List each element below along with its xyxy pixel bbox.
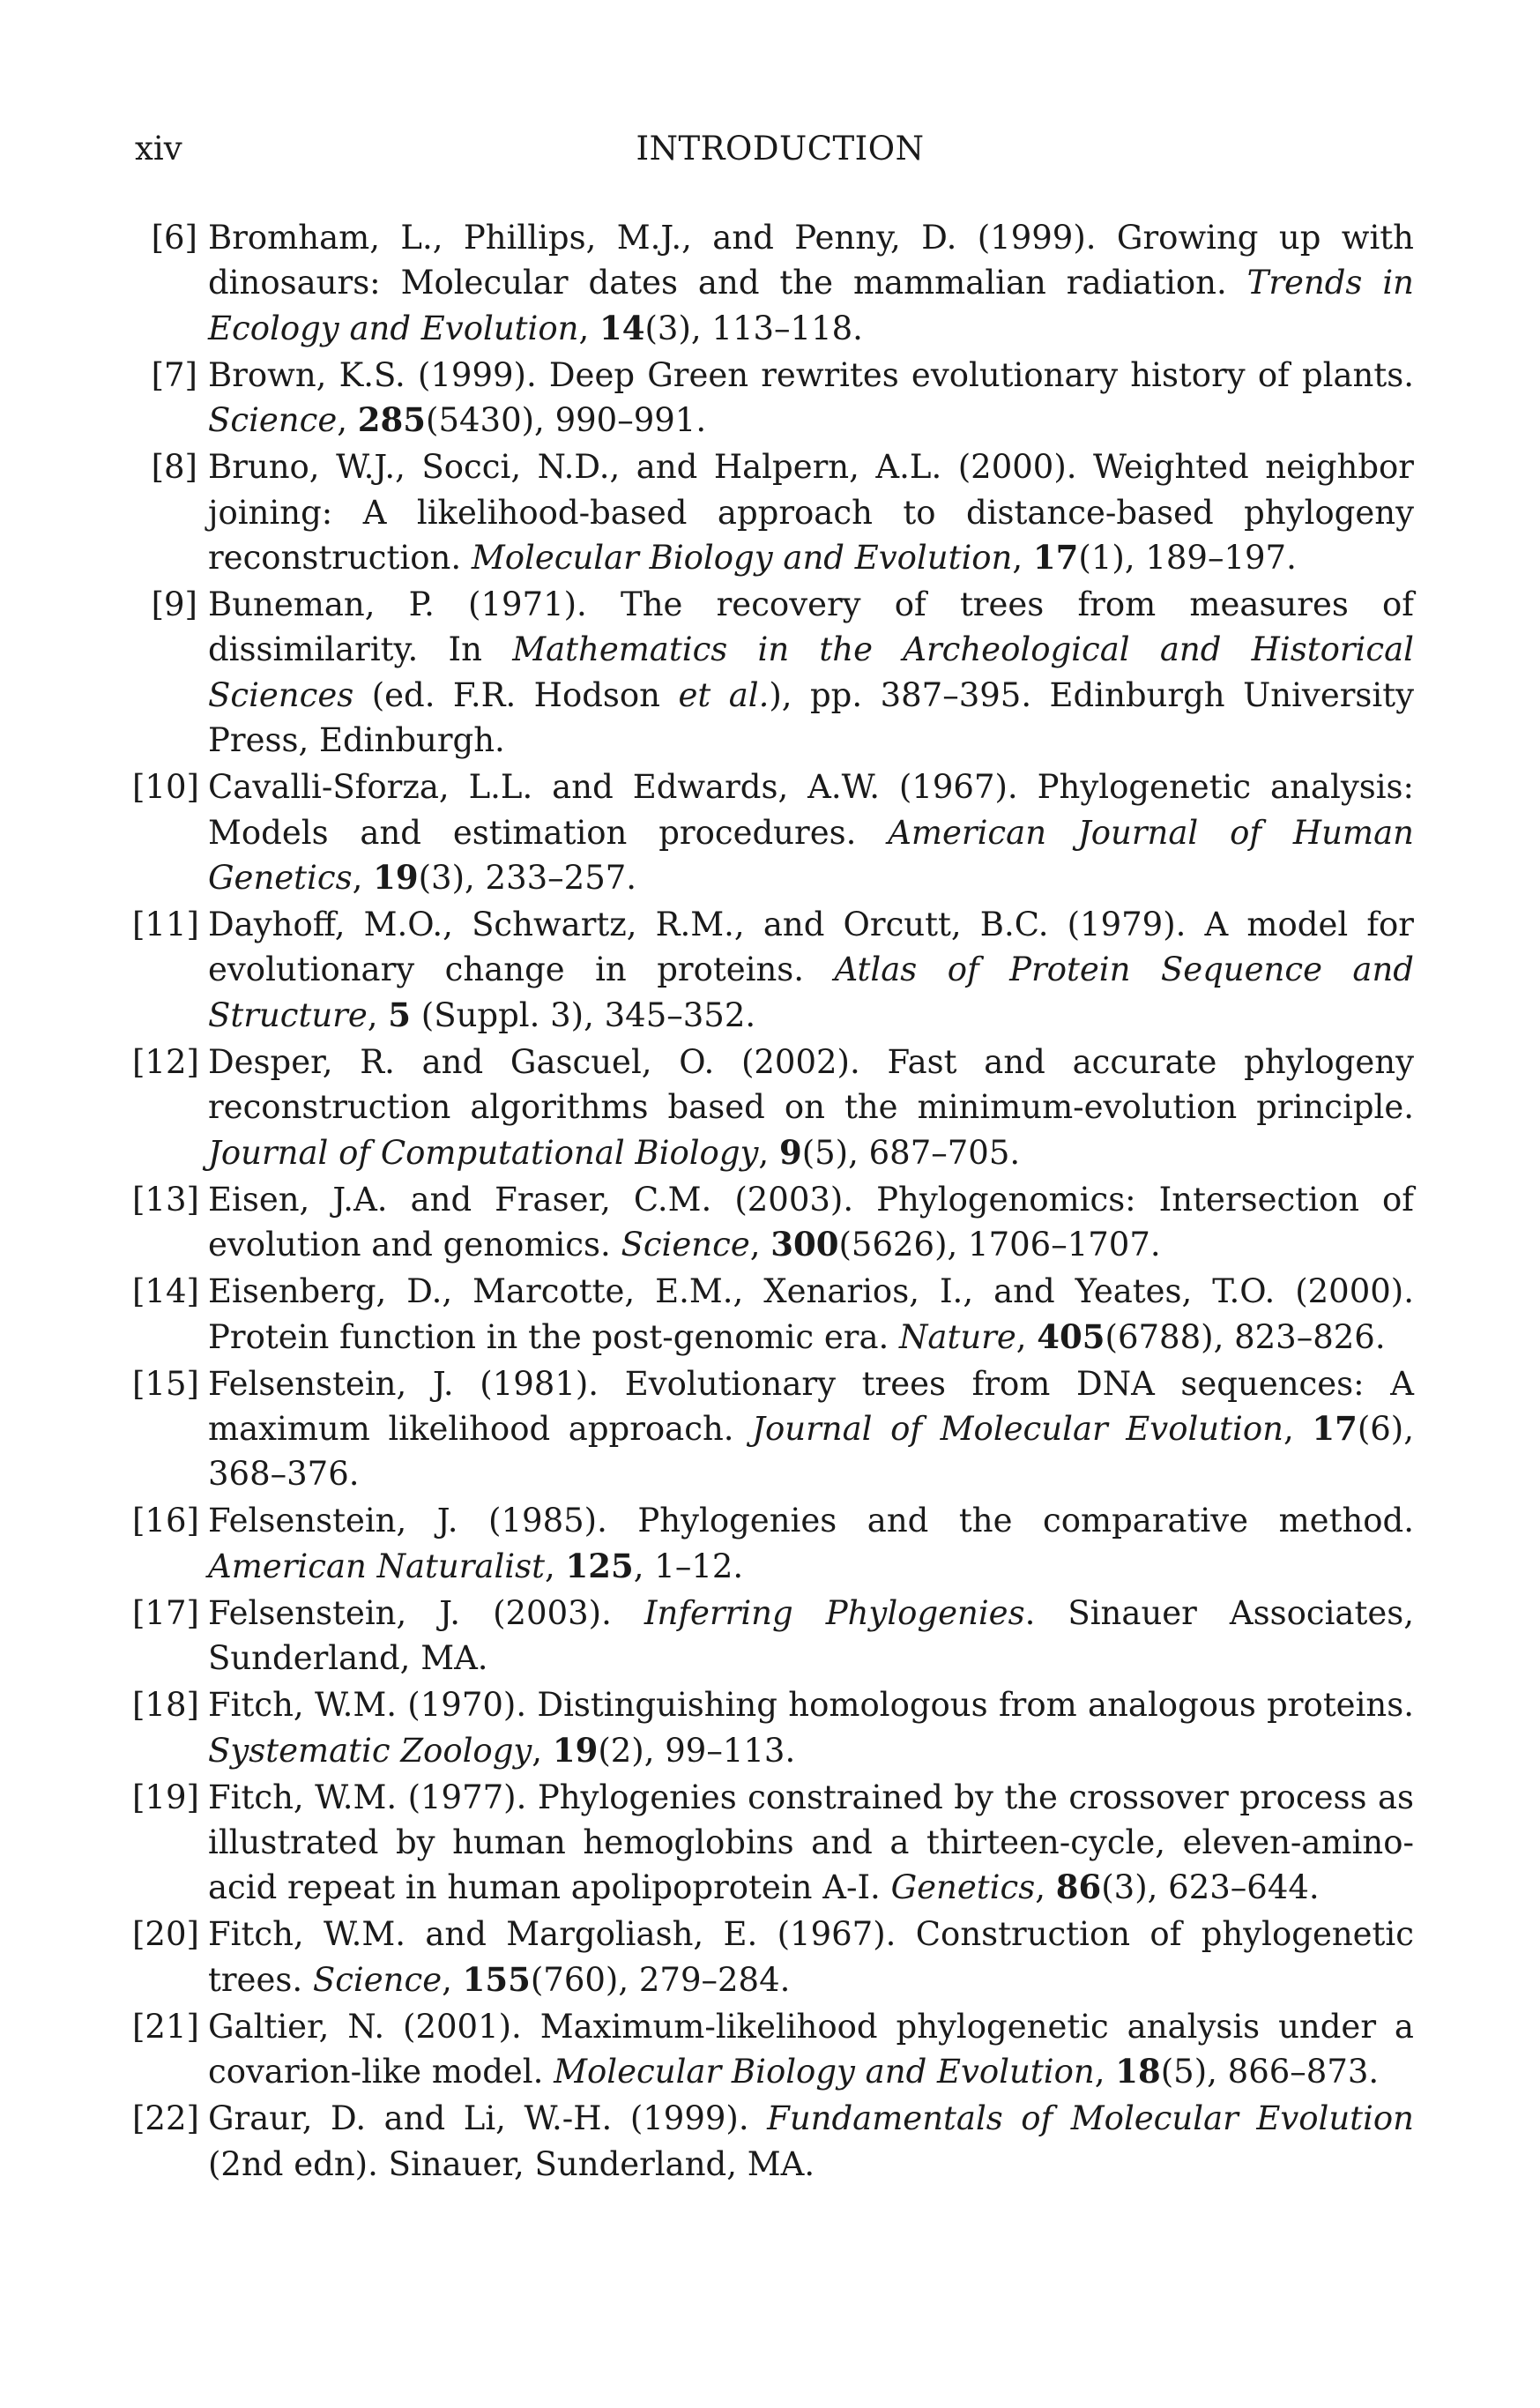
reference-item	[132, 1912, 1414, 2002]
reference-authors-title: Buneman, P. (1971). The recovery of trees from measures of dissimilarity. In	[208, 585, 1414, 669]
reference-number: [7]	[151, 355, 197, 394]
reference-item	[132, 582, 1414, 764]
reference-number: [11]	[132, 906, 199, 944]
reference-venue: Genetics	[890, 1868, 1036, 1907]
reference-volume: 14	[599, 308, 645, 347]
reference-volume: 17	[1032, 538, 1079, 578]
reference-number: [20]	[132, 1915, 199, 1954]
reference-item	[132, 1682, 1414, 1773]
reference-text	[208, 1682, 1414, 1773]
reference-item	[132, 1269, 1414, 1360]
reference-text	[208, 444, 1414, 580]
reference-separator: ,	[545, 1547, 566, 1585]
reference-pages: (2), 99–113.	[598, 1731, 796, 1770]
reference-volume: 17	[1312, 1408, 1358, 1448]
reference-pages: (760), 279–284.	[530, 1960, 791, 1999]
reference-text	[208, 902, 1414, 1038]
reference-volume: 285	[357, 400, 427, 440]
running-head	[132, 127, 1428, 171]
reference-pages: (6), 368–376.	[208, 1409, 1414, 1494]
reference-pages: , 1–12.	[633, 1547, 744, 1585]
reference-item	[132, 1775, 1414, 1911]
reference-separator: ,	[758, 1133, 779, 1172]
reference-authors-title: Eisen, J.A. and Fraser, C.M. (2003). Phylogenomics: Intersection of evolution and genomics.	[208, 1180, 1414, 1264]
reference-volume: 18	[1115, 2052, 1161, 2091]
reference-separator: ,	[532, 1731, 553, 1770]
reference-venue: Science	[208, 401, 338, 440]
reference-separator: (ed. F.R. Hodson	[353, 675, 679, 714]
reference-venue: Inferring Phylogenies	[644, 1593, 1025, 1632]
reference-list	[132, 215, 1414, 2188]
reference-venue: Fundamentals of Molecular Evolution	[767, 2099, 1414, 2138]
reference-item	[132, 764, 1414, 900]
reference-volume: 155	[462, 1959, 531, 1999]
reference-separator: ,	[1012, 539, 1033, 578]
reference-authors-title: Brown, K.S. (1999). Deep Green rewrites evolutionary history of plants.	[208, 355, 1414, 394]
reference-authors-title: Felsenstein, J. (1985). Phylogenies and the comparative method.	[208, 1502, 1414, 1540]
reference-number: [22]	[132, 2099, 199, 2138]
reference-venue: Science	[312, 1960, 443, 1999]
reference-volume: 5	[388, 995, 412, 1034]
reference-pages: (5430), 990–991.	[426, 401, 707, 440]
reference-authors-title: Desper, R. and Gascuel, O. (2002). Fast and accurate phylogeny reconstruction algorithms based on the minimum-evolution principle.	[208, 1042, 1414, 1127]
reference-separator: ,	[442, 1960, 463, 1999]
reference-item	[132, 215, 1414, 351]
reference-number: [10]	[132, 768, 199, 807]
reference-authors-title: Felsenstein, J. (2003).	[208, 1593, 644, 1632]
reference-authors-title: Eisenberg, D., Marcotte, E.M., Xenarios, I., and Yeates, T.O. (2000). Protein function in the post-genomic era.	[208, 1272, 1414, 1356]
running-title: INTRODUCTION	[636, 130, 925, 168]
reference-number: [16]	[132, 1502, 199, 1540]
reference-item	[132, 353, 1414, 444]
reference-authors-title: Felsenstein, J. (1981). Evolutionary trees from DNA sequences: A maximum likelihood approach.	[208, 1364, 1414, 1448]
reference-text	[208, 764, 1414, 900]
reference-authors-title: Graur, D. and Li, W.-H. (1999).	[208, 2099, 768, 2138]
reference-authors-title: Fitch, W.M. (1970). Distinguishing homologous from analogous proteins.	[208, 1686, 1414, 1725]
reference-text	[208, 1912, 1414, 2002]
reference-volume: 19	[373, 858, 419, 898]
reference-publisher: . Sinauer Associates, Sunderland, MA.	[208, 1593, 1414, 1678]
reference-text	[208, 1498, 1414, 1589]
reference-volume: 19	[552, 1730, 599, 1770]
reference-item	[132, 2096, 1414, 2187]
reference-pages: (6788), 823–826.	[1105, 1317, 1386, 1356]
reference-text	[208, 353, 1414, 444]
reference-separator: ,	[367, 995, 389, 1034]
reference-venue: Journal of Computational Biology	[208, 1133, 759, 1172]
reference-number: [12]	[132, 1042, 199, 1081]
reference-item	[132, 444, 1414, 580]
reference-authors-title: Fitch, W.M. and Margoliash, E. (1967). Construction of phylogenetic trees.	[208, 1915, 1414, 1999]
reference-volume: 405	[1037, 1316, 1105, 1356]
reference-number: [13]	[132, 1180, 199, 1219]
reference-venue: American Naturalist	[208, 1547, 545, 1585]
reference-item	[132, 1361, 1414, 1497]
reference-pages: (3), 623–644.	[1101, 1868, 1320, 1907]
reference-text	[208, 215, 1414, 351]
reference-pages: (5), 866–873.	[1160, 2053, 1380, 2091]
reference-number: [17]	[132, 1593, 199, 1632]
reference-number: [18]	[132, 1686, 199, 1725]
reference-venue: Journal of Molecular Evolution	[752, 1409, 1283, 1448]
reference-text	[208, 2004, 1414, 2095]
reference-pages: (3), 113–118.	[644, 309, 863, 347]
reference-venue: Trends in Ecology and Evolution	[208, 264, 1414, 347]
reference-authors-title: Dayhoff, M.O., Schwartz, R.M., and Orcutt, B.C. (1979). A model for evolutionary change in proteins.	[208, 906, 1414, 989]
reference-separator: ,	[749, 1226, 771, 1264]
reference-item	[132, 1040, 1414, 1175]
reference-volume: 300	[770, 1225, 839, 1264]
reference-authors-title: Fitch, W.M. (1977). Phylogenies constrained by the crossover process as illustrated by human hemoglobins and a thirteen-cycle, eleven-amino-acid repeat in human apolipoprotein A-I.	[208, 1778, 1414, 1907]
reference-venue: Mathematics in the Archeological and Historical Sciences	[208, 630, 1414, 714]
reference-number: [6]	[151, 219, 197, 257]
reference-venue: American Journal of Human Genetics	[208, 813, 1414, 898]
reference-item	[132, 1498, 1414, 1589]
reference-number: [21]	[132, 2007, 199, 2046]
reference-separator: ,	[1094, 2053, 1116, 2091]
reference-venue: Molecular Biology and Evolution	[554, 2053, 1095, 2091]
reference-number: [9]	[151, 585, 197, 624]
reference-separator: ,	[1283, 1409, 1313, 1448]
reference-text	[208, 1775, 1414, 1911]
reference-text	[208, 1591, 1414, 1681]
reference-separator: ,	[1035, 1868, 1056, 1907]
reference-venue: Molecular Biology and Evolution	[471, 539, 1013, 578]
reference-venue: Science	[621, 1226, 750, 1264]
reference-text	[208, 2096, 1414, 2187]
reference-pages: ), pp. 387–395. Edinburgh University Press, Edinburgh.	[208, 675, 1414, 760]
reference-text	[208, 1177, 1414, 1268]
reference-editor-etal: et al.	[678, 675, 770, 714]
reference-volume: 9	[778, 1132, 802, 1172]
reference-item	[132, 1177, 1414, 1268]
reference-item	[132, 1591, 1414, 1681]
reference-separator: ,	[578, 309, 599, 347]
reference-text	[208, 1040, 1414, 1175]
reference-volume: 125	[565, 1546, 634, 1585]
reference-authors-title: Galtier, N. (2001). Maximum-likelihood phylogenetic analysis under a covarion-like model.	[208, 2007, 1414, 2091]
reference-venue: Atlas of Protein Sequence and Structure	[208, 951, 1414, 1034]
reference-item	[132, 2004, 1414, 2095]
reference-authors-title: Cavalli-Sforza, L.L. and Edwards, A.W. (1967). Phylogenetic analysis: Models and estimation procedures.	[208, 768, 1414, 852]
reference-separator: ,	[352, 859, 374, 898]
reference-publisher: (2nd edn). Sinauer, Sunderland, MA.	[208, 2144, 815, 2183]
reference-separator: ,	[337, 401, 358, 440]
reference-pages: (3), 233–257.	[418, 859, 637, 898]
reference-number: [19]	[132, 1778, 199, 1816]
reference-text	[208, 1361, 1414, 1497]
reference-authors-title: Bromham, L., Phillips, M.J., and Penny, D. (1999). Growing up with dinosaurs: Molecular dates and the mammalian radiation.	[208, 219, 1414, 302]
reference-pages: (1), 189–197.	[1078, 539, 1297, 578]
reference-authors-title: Bruno, W.J., Socci, N.D., and Halpern, A.L. (2000). Weighted neighbor joining: A likelihood-based approach to distance-based phylogeny reconstruction.	[208, 448, 1414, 578]
reference-pages: (5), 687–705.	[801, 1133, 1021, 1172]
reference-volume: 86	[1055, 1868, 1102, 1907]
reference-pages: (5626), 1706–1707.	[838, 1226, 1161, 1264]
reference-text	[208, 582, 1414, 764]
reference-venue: Nature	[899, 1317, 1016, 1356]
reference-venue: Systematic Zoology	[208, 1731, 532, 1770]
reference-number: [8]	[151, 448, 197, 487]
reference-number: [15]	[132, 1364, 199, 1403]
reference-text	[208, 1269, 1414, 1360]
reference-number: [14]	[132, 1272, 199, 1311]
reference-separator: ,	[1016, 1317, 1038, 1356]
page-number: xiv	[135, 130, 182, 168]
reference-pages: (Suppl. 3), 345–352.	[411, 995, 756, 1034]
reference-item	[132, 902, 1414, 1038]
